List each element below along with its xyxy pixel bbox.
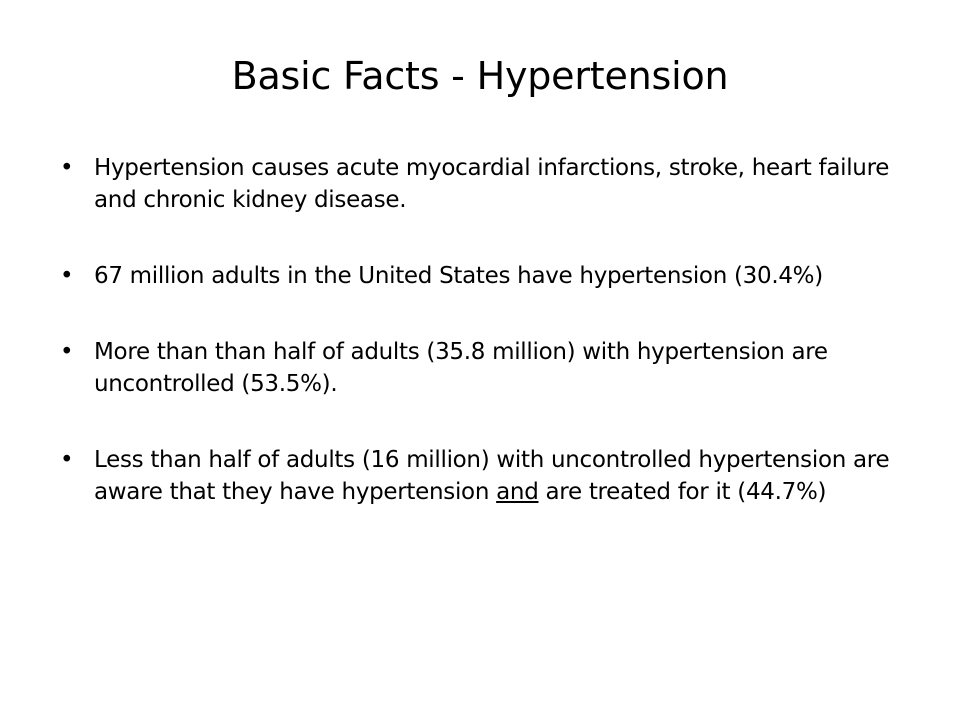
bullet-text-after: are treated for it (44.7%) bbox=[538, 479, 827, 505]
bullet-item-awareness bbox=[58, 444, 918, 508]
bullet-text-underlined: and bbox=[496, 479, 539, 505]
bullet-icon: • bbox=[60, 339, 74, 365]
bullet-text: 67 million adults in the United States have hypertension (30.4%) bbox=[94, 263, 823, 289]
bullet-text-before: Less than half of adults (16 million) with uncontrolled hypertension are aware that they have hypertension bbox=[94, 447, 890, 505]
bullet-item-causes bbox=[58, 152, 918, 216]
bullet-item-prevalence bbox=[58, 260, 918, 292]
bullet-icon: • bbox=[60, 263, 74, 289]
bullet-icon: • bbox=[60, 155, 74, 181]
bullet-icon: • bbox=[60, 447, 74, 473]
bullet-text: Hypertension causes acute myocardial infarctions, stroke, heart failure and chronic kidney disease. bbox=[94, 155, 890, 213]
slide-title: Basic Facts - Hypertension bbox=[231, 54, 729, 98]
bullet-item-uncontrolled bbox=[58, 336, 918, 400]
bullet-text: More than than half of adults (35.8 million) with hypertension are uncontrolled (53.5%). bbox=[94, 339, 828, 397]
bullet-list bbox=[58, 152, 918, 552]
